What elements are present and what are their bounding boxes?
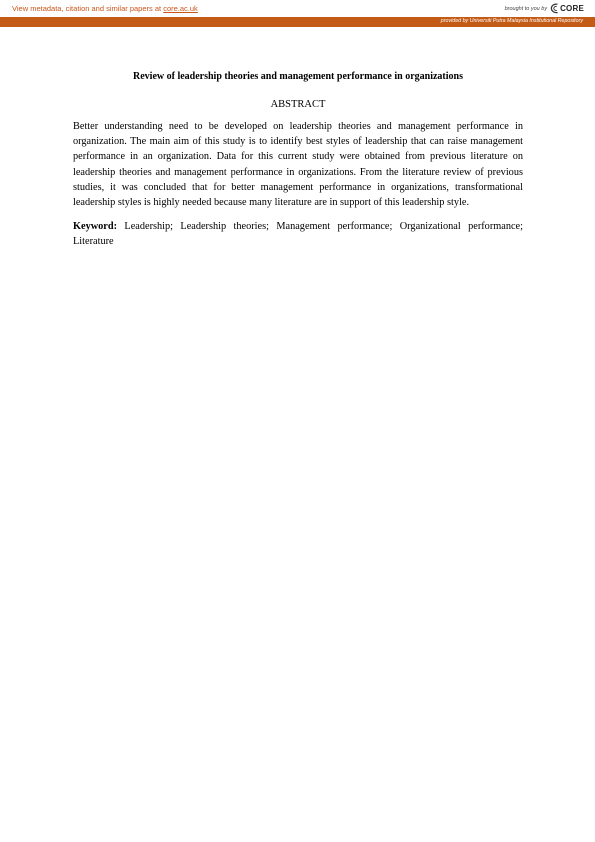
core-provider-strip	[0, 17, 595, 27]
paper-title: Review of leadership theories and management performance in organizations	[133, 71, 463, 82]
keywords-list: Leadership; Leadership theories; Management performance; Organizational performance; Literature	[73, 221, 523, 248]
abstract-body: Better understanding need to be developed on leadership theories and management performance in organization. The main aim of this study is to identify best styles of leadership that can raise management performance in an organization. Data for this current study were obtained from previous literature on leadership theories and management performance in organizations. From the literature review of previous studies, it was concluded that for better management performance in organizations, transformational leadership styles is highly needed because many literature are in support of this leadership style.	[73, 121, 523, 209]
core-link-url[interactable]: core.ac.uk	[163, 4, 198, 13]
core-banner	[0, 0, 595, 28]
core-logo-icon	[550, 3, 559, 14]
core-banner-top	[0, 0, 595, 17]
core-link-prefix: View metadata, citation and similar papers at	[12, 4, 164, 13]
abstract-heading: ABSTRACT	[270, 99, 326, 110]
provided-by-text: provided by Universiti Putra Malaysia Institutional Repository	[440, 18, 583, 24]
paper-content	[73, 70, 523, 250]
brought-to-you-text: brought to you by	[504, 5, 548, 12]
keywords-line	[73, 219, 523, 249]
core-logo[interactable]	[550, 3, 584, 14]
core-metadata-link[interactable]	[12, 4, 198, 13]
core-branding[interactable]	[505, 3, 584, 14]
core-logo-word: CORE	[560, 4, 584, 13]
keywords-label: Keyword:	[73, 221, 118, 233]
